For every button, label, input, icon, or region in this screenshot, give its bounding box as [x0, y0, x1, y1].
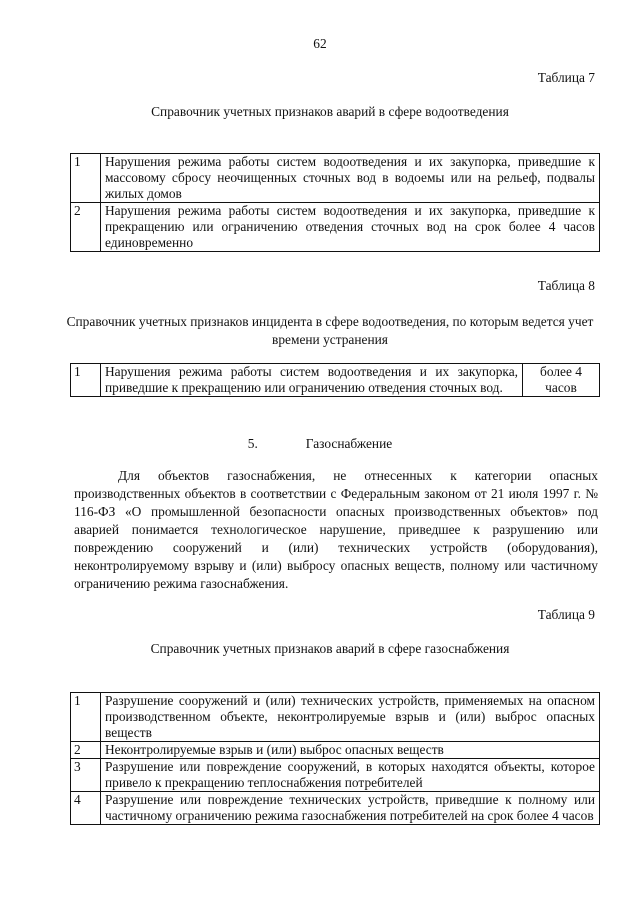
table7-label: Таблица 7 — [537, 70, 595, 85]
row-text: Разрушение или повреждение сооружений, в которых находятся объекты, которое привело к прекращению теплоснабжения потребителей — [101, 759, 600, 792]
table-row — [71, 759, 600, 792]
row-text: Неконтролируемые взрыв и (или) выброс опасных веществ — [101, 742, 600, 759]
row-number: 2 — [71, 203, 101, 252]
table7-title: Справочник учетных признаков аварий в сфере водоотведения — [151, 104, 509, 119]
row-number: 2 — [71, 742, 101, 759]
table-row — [71, 203, 600, 252]
row-text: Разрушение или повреждение технических устройств, приведшие к полному или частичному ограничению режима газоснабжения потребителей на срок более 4 часов — [101, 792, 600, 825]
table9-title: Справочник учетных признаков аварий в сфере газоснабжения — [150, 641, 510, 656]
row-number: 1 — [71, 693, 101, 742]
table-row — [71, 364, 600, 397]
page-number: 62 — [313, 36, 327, 51]
table9 — [70, 692, 600, 825]
table7 — [70, 153, 600, 252]
section-heading — [0, 436, 640, 452]
section-number: 5. — [247, 436, 258, 451]
row-number: 3 — [71, 759, 101, 792]
row-text: Нарушения режима работы систем водоотведения и их закупорка, приведшие к прекращению или ограничению отведения сточных вод на срок более 4 часов единовременно — [101, 203, 600, 252]
row-text: Нарушения режима работы систем водоотведения и их закупорка, приведшие к массовому сбросу неочищенных сточных вод в водоемы или на рельеф, подвалы жилых домов — [101, 154, 600, 203]
section-paragraph: Для объектов газоснабжения, не отнесенных к категории опасных производственных объектов в соответствии с Федеральным законом от 21 июля 1997 г. № 116-ФЗ «О промышленной безопасности опасных производственных объектов» под аварией понимается технологическое нарушение, приведшее к разрушению или повреждению сооружений и (или) технических устройств (оборудования), неконтролируемому взрыву и (или) выбросу опасных веществ, полному или частичному ограничению режима газоснабжения. — [74, 468, 598, 591]
row-duration: более 4 часов — [523, 364, 600, 397]
table-row — [71, 154, 600, 203]
row-number: 1 — [71, 154, 101, 203]
table-row — [71, 742, 600, 759]
table-row — [71, 792, 600, 825]
row-number: 1 — [71, 364, 101, 397]
table8-label: Таблица 8 — [537, 278, 595, 293]
row-number: 4 — [71, 792, 101, 825]
section-title: Газоснабжение — [305, 436, 393, 451]
table9-label: Таблица 9 — [537, 607, 595, 622]
table-row — [71, 693, 600, 742]
row-text: Нарушения режима работы систем водоотведения и их закупорка, приведшие к прекращению или ограничению отведения сточных вод. — [101, 364, 523, 397]
table8 — [70, 363, 600, 397]
table8-title: Справочник учетных признаков инцидента в сфере водоотведения, по которым ведется учет времени устранения — [66, 314, 594, 347]
row-text: Разрушение сооружений и (или) технических устройств, применяемых на опасном производственном объекте, неконтролируемые взрыв и (или) выброс опасных веществ — [101, 693, 600, 742]
